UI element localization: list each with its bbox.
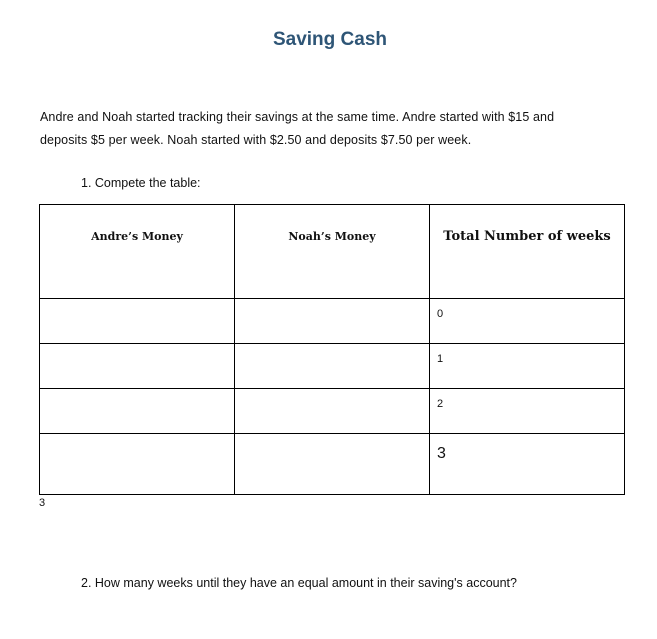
intro-paragraph — [40, 106, 630, 152]
header-noah — [235, 205, 430, 299]
header-andre — [40, 205, 235, 299]
page-title: Saving Cash — [272, 29, 388, 50]
weeks-value: 0 — [437, 308, 444, 320]
noah-money-cell[interactable] — [235, 344, 430, 389]
andre-money-cell[interactable] — [40, 434, 235, 495]
table-header-row — [40, 205, 625, 299]
table-row — [40, 299, 625, 344]
noah-money-cell[interactable] — [235, 299, 430, 344]
weeks-cell — [430, 389, 625, 434]
weeks-cell — [430, 434, 625, 495]
table-row — [40, 389, 625, 434]
andre-money-cell[interactable] — [40, 299, 235, 344]
table-row — [40, 344, 625, 389]
weeks-cell — [430, 299, 625, 344]
weeks-value: 2 — [437, 398, 444, 410]
stray-number: 3 — [39, 497, 46, 509]
table-row — [40, 434, 625, 495]
intro-line-2: deposits $5 per week. Noah started with $2.50 and deposits $7.50 per week. — [40, 133, 472, 147]
header-noah-label: Noah’s Money — [288, 230, 376, 243]
question-2: 2. How many weeks until they have an equal amount in their saving's account? — [81, 576, 517, 590]
intro-line-1: Andre and Noah started tracking their savings at the same time. Andre started with $15 and — [40, 110, 555, 124]
andre-money-cell[interactable] — [40, 389, 235, 434]
weeks-value: 3 — [437, 445, 446, 462]
noah-money-cell[interactable] — [235, 434, 430, 495]
question-1: 1. Compete the table: — [81, 176, 201, 190]
weeks-cell — [430, 344, 625, 389]
savings-table — [39, 204, 625, 495]
andre-money-cell[interactable] — [40, 344, 235, 389]
weeks-value: 1 — [437, 353, 444, 365]
noah-money-cell[interactable] — [235, 389, 430, 434]
header-andre-label: Andre’s Money — [91, 230, 183, 243]
header-weeks — [430, 205, 625, 299]
header-weeks-label: Total Number of weeks — [443, 229, 611, 244]
